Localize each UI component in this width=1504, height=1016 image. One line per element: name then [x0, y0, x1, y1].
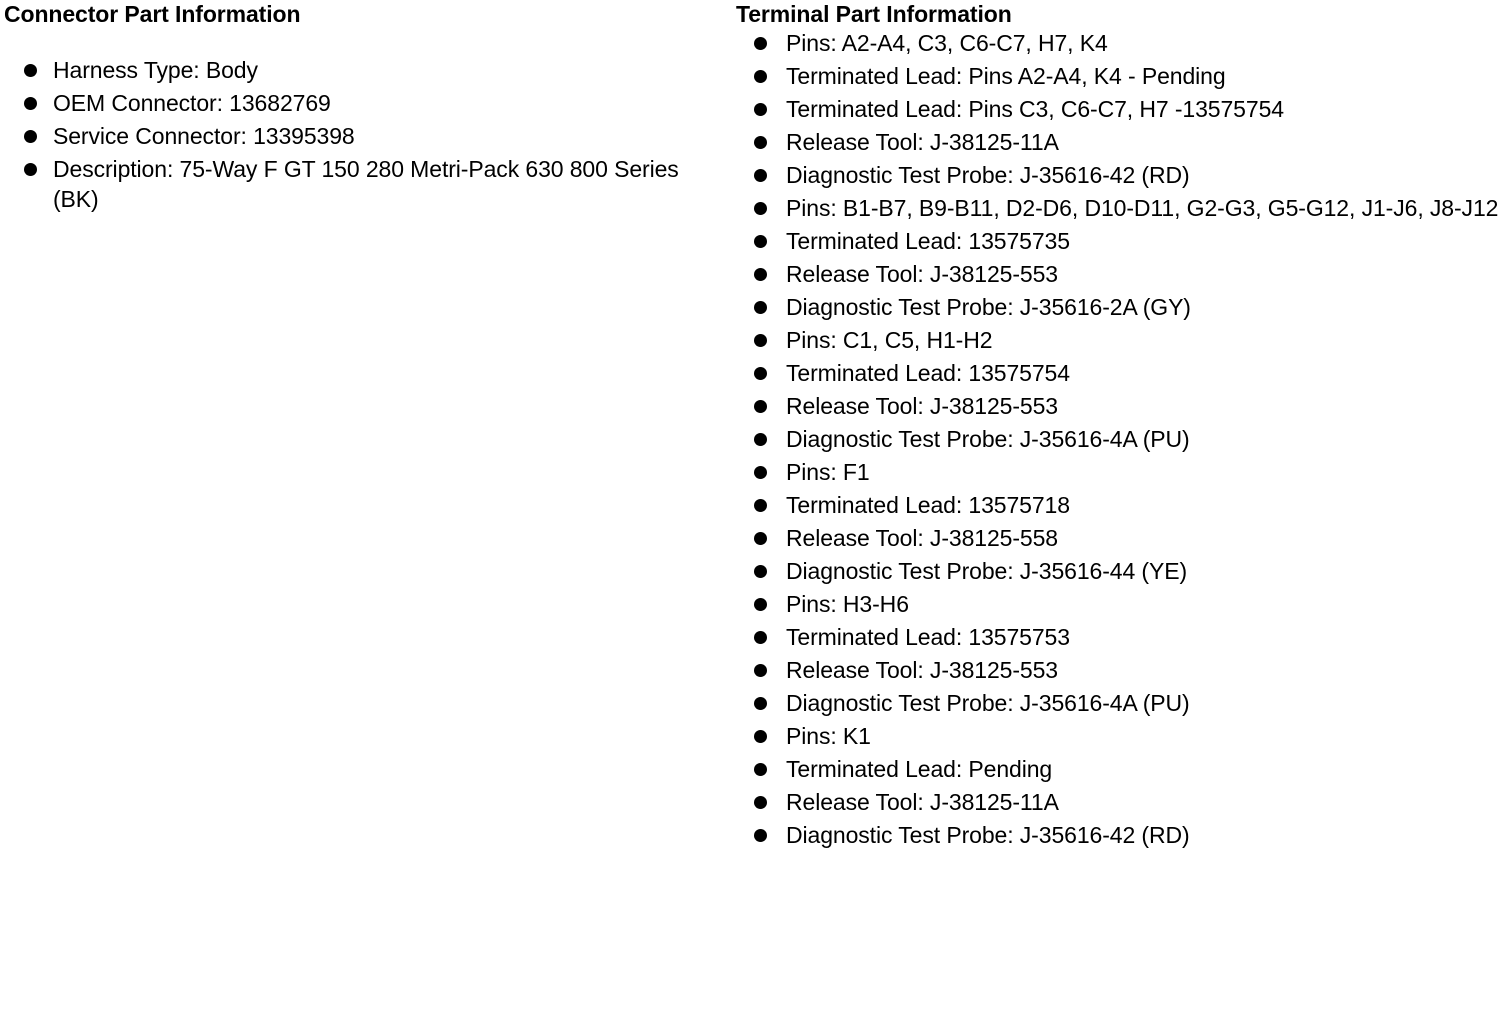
bullet-icon	[754, 565, 767, 578]
service-connector-text: Service Connector: 13395398	[53, 123, 355, 149]
release-tool-text: Release Tool: J-38125-553	[786, 393, 1058, 419]
release-tool-text: Release Tool: J-38125-558	[786, 525, 1058, 551]
bullet-icon	[24, 97, 37, 110]
bullet-icon	[754, 334, 767, 347]
list-item	[736, 292, 1500, 322]
bullet-icon	[754, 796, 767, 809]
diagnostic-test-probe-text: Diagnostic Test Probe: J-35616-42 (RD)	[786, 822, 1190, 848]
bullet-icon	[754, 598, 767, 611]
bullet-icon	[754, 466, 767, 479]
diagnostic-test-probe-text: Diagnostic Test Probe: J-35616-4A (PU)	[786, 690, 1190, 716]
bullet-icon	[24, 64, 37, 77]
bullet-icon	[24, 163, 37, 176]
release-tool-text: Release Tool: J-38125-11A	[786, 789, 1059, 815]
pins-text: Pins: B1-B7, B9-B11, D2-D6, D10-D11, G2-G3, G5-G12, J1-J6, J8-J12	[786, 195, 1499, 221]
harness-type-text: Harness Type: Body	[53, 57, 258, 83]
bullet-icon	[754, 37, 767, 50]
list-item	[736, 490, 1500, 520]
list-item	[736, 523, 1500, 553]
list-item	[736, 787, 1500, 817]
list-item	[736, 226, 1500, 256]
terminal-group-4	[736, 457, 1500, 586]
list-item	[736, 160, 1500, 190]
terminated-lead-text: Terminated Lead: Pins C3, C6-C7, H7 -13575754	[786, 96, 1284, 122]
pins-text: Pins: A2-A4, C3, C6-C7, H7, K4	[786, 30, 1108, 56]
bullet-icon	[754, 763, 767, 776]
release-tool-text: Release Tool: J-38125-11A	[786, 129, 1059, 155]
bullet-icon	[754, 367, 767, 380]
list-item	[736, 94, 1500, 124]
list-item	[736, 820, 1500, 850]
terminal-part-information-heading: Terminal Part Information	[736, 1, 1012, 27]
bullet-icon	[754, 730, 767, 743]
list-item	[736, 61, 1500, 91]
pins-text: Pins: C1, C5, H1-H2	[786, 327, 993, 353]
bullet-icon	[754, 829, 767, 842]
list-item	[736, 391, 1500, 421]
terminated-lead-text: Terminated Lead: Pending	[786, 756, 1053, 782]
terminal-group-5	[736, 589, 1500, 718]
list-item	[736, 127, 1500, 157]
bullet-icon	[24, 130, 37, 143]
list-item	[736, 358, 1500, 388]
pins-text: Pins: K1	[786, 723, 871, 749]
bullet-icon	[754, 433, 767, 446]
bullet-icon	[754, 70, 767, 83]
bullet-icon	[754, 103, 767, 116]
diagnostic-test-probe-text: Diagnostic Test Probe: J-35616-44 (YE)	[786, 558, 1188, 584]
terminal-group-3	[736, 325, 1500, 454]
list-item	[736, 28, 1500, 58]
list-item	[4, 55, 704, 85]
bullet-icon	[754, 697, 767, 710]
release-tool-text: Release Tool: J-38125-553	[786, 261, 1058, 287]
terminal-part-information-column	[736, 0, 1500, 853]
terminated-lead-text: Terminated Lead: 13575718	[786, 492, 1070, 518]
bullet-icon	[754, 235, 767, 248]
bullet-icon	[754, 301, 767, 314]
diagnostic-test-probe-text: Diagnostic Test Probe: J-35616-2A (GY)	[786, 294, 1191, 320]
bullet-icon	[754, 499, 767, 512]
terminal-group-2	[736, 193, 1500, 322]
bullet-icon	[754, 268, 767, 281]
list-item	[736, 424, 1500, 454]
list-item	[4, 121, 704, 151]
list-item	[736, 754, 1500, 784]
terminated-lead-text: Terminated Lead: 13575735	[786, 228, 1070, 254]
list-item	[736, 622, 1500, 652]
list-item	[736, 259, 1500, 289]
connector-info-list	[4, 55, 704, 214]
list-item	[736, 721, 1500, 751]
list-item	[4, 88, 704, 118]
list-item	[736, 589, 1500, 619]
bullet-icon	[754, 664, 767, 677]
release-tool-text: Release Tool: J-38125-553	[786, 657, 1058, 683]
pins-text: Pins: H3-H6	[786, 591, 909, 617]
bullet-icon	[754, 631, 767, 644]
oem-connector-text: OEM Connector: 13682769	[53, 90, 331, 116]
bullet-icon	[754, 202, 767, 215]
list-item	[736, 556, 1500, 586]
bullet-icon	[754, 532, 767, 545]
connector-part-information-column	[4, 0, 704, 217]
list-item	[736, 688, 1500, 718]
terminated-lead-text: Terminated Lead: 13575754	[786, 360, 1070, 386]
list-item	[736, 325, 1500, 355]
bullet-icon	[754, 169, 767, 182]
list-item	[736, 193, 1500, 223]
connector-part-information-heading: Connector Part Information	[4, 1, 301, 27]
terminal-group-1	[736, 28, 1500, 190]
list-item	[736, 457, 1500, 487]
list-item	[736, 655, 1500, 685]
description-text: Description: 75-Way F GT 150 280 Metri-Pack 630 800 Series (BK)	[53, 156, 679, 212]
terminated-lead-text: Terminated Lead: Pins A2-A4, K4 - Pending	[786, 63, 1226, 89]
diagnostic-test-probe-text: Diagnostic Test Probe: J-35616-4A (PU)	[786, 426, 1190, 452]
terminated-lead-text: Terminated Lead: 13575753	[786, 624, 1070, 650]
terminal-group-6	[736, 721, 1500, 850]
bullet-icon	[754, 400, 767, 413]
bullet-icon	[754, 136, 767, 149]
pins-text: Pins: F1	[786, 459, 870, 485]
list-item	[4, 154, 704, 214]
diagnostic-test-probe-text: Diagnostic Test Probe: J-35616-42 (RD)	[786, 162, 1190, 188]
